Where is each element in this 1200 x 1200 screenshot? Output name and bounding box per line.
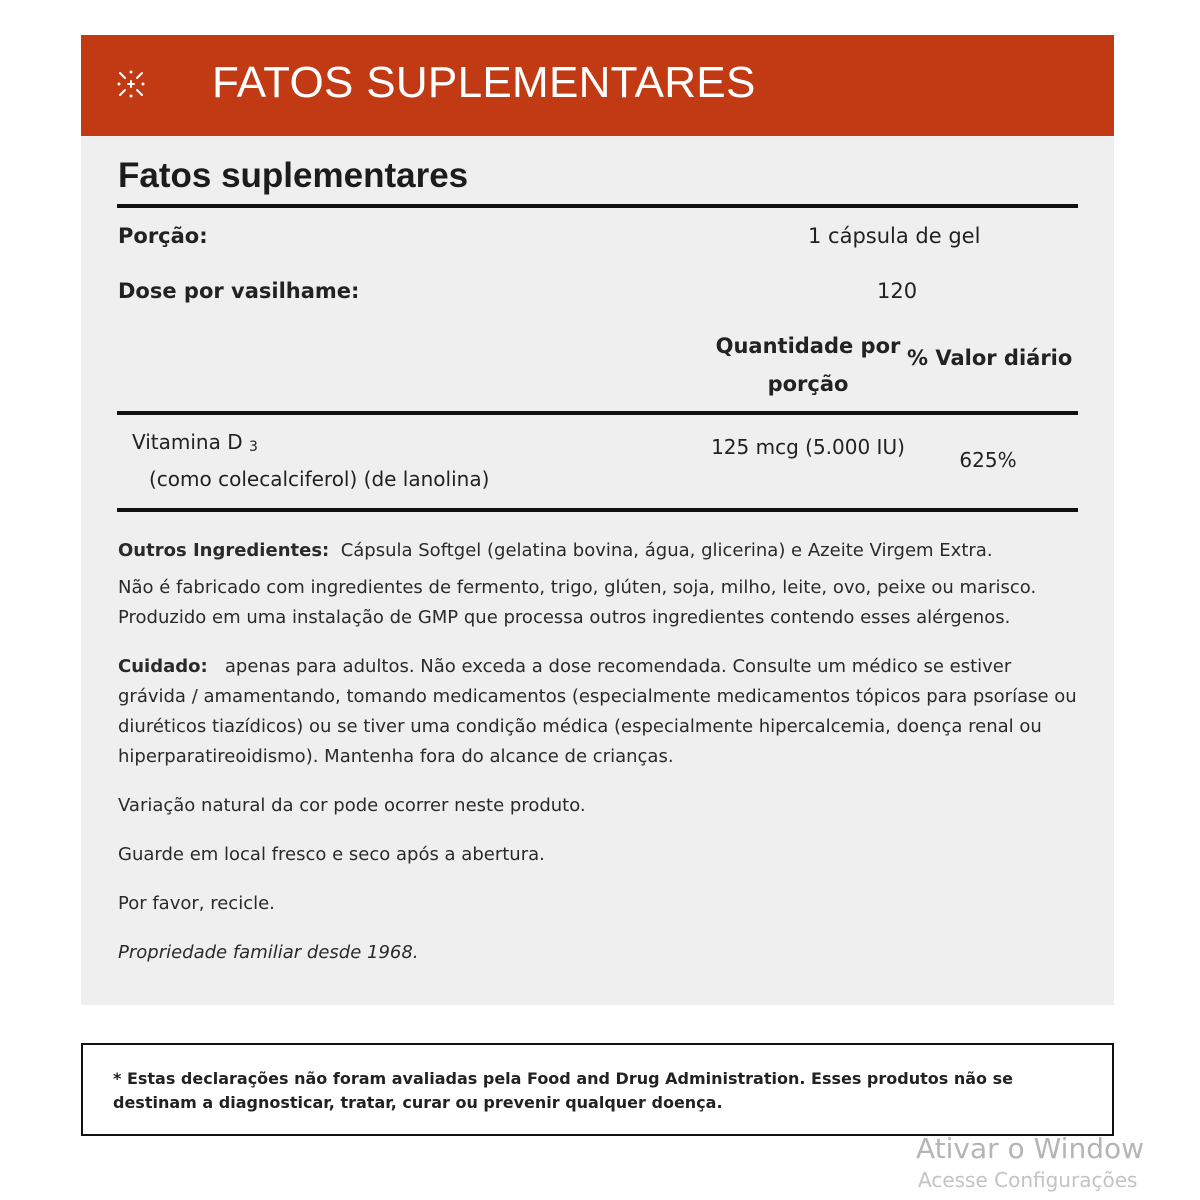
column-header-daily-value: % Valor diário (907, 346, 1073, 370)
allergen-statement: Não é fabricado com ingredientes de fermento, trigo, glúten, soja, milho, leite, ovo, peixe ou marisco. Produzido em uma instalação de GMP que processa outros ingredientes contendo esses alérgenos. (118, 577, 1037, 628)
fda-disclaimer-text: * Estas declarações não foram avaliadas pela Food and Drug Administration. Esses produtos não se destinam a diagnosticar, tratar, curar ou prevenir qualquer doença. (113, 1069, 1013, 1112)
banner-title: FATOS SUPLEMENTARES (212, 58, 756, 107)
color-variation-note: Variação natural da cor pode ocorrer neste produto. (118, 795, 586, 816)
sparkle-cross-icon (116, 69, 146, 99)
other-ingredients (118, 536, 1078, 566)
family-owned-note: Propriedade familiar desde 1968. (118, 942, 419, 963)
serving-size-label: Porção: (118, 224, 208, 248)
column-header-amount: Quantidade por porção (715, 334, 901, 396)
recycle-note: Por favor, recicle. (118, 893, 275, 914)
caution-label: Cuidado: (118, 656, 208, 677)
header-banner (81, 35, 1114, 136)
nutrient-source: (como colecalciferol) (de lanolina) (149, 467, 490, 491)
nutrient-name (132, 430, 258, 455)
supplement-facts-panel (81, 35, 1114, 1005)
activation-watermark: Ativar o Window (916, 1132, 1144, 1165)
fda-disclaimer-box (81, 1043, 1114, 1136)
divider-top (117, 204, 1078, 208)
nutrient-daily-value: 625% (959, 448, 1017, 472)
nutrient-amount: 125 mcg (5.000 IU) (711, 435, 905, 459)
servings-per-container-value: 120 (877, 279, 918, 303)
divider-header (117, 411, 1078, 415)
nutrient-name-subscript: 3 (248, 439, 258, 455)
divider-bottom (117, 508, 1078, 512)
nutrient-name-text: Vitamina D (132, 430, 243, 454)
caution-text: apenas para adultos. Não exceda a dose recomendada. Consulte um médico se estiver grávida / amamentando, tomando medicamentos (especialmente medicamentos tópicos para psoríase ou diuréticos tiazídicos) ou se tiver uma condição médica (especialmente hipercalcemia, doença renal ou hiperparatireoidismo). Mantenha fora do alcance de crianças. (118, 656, 1077, 767)
other-ingredients-text: Cápsula Softgel (gelatina bovina, água, glicerina) e Azeite Virgem Extra. (340, 540, 993, 561)
caution-statement (118, 652, 1078, 772)
serving-size-value: 1 cápsula de gel (808, 224, 981, 248)
servings-per-container-label: Dose por vasilhame: (118, 279, 360, 303)
facts-title: Fatos suplementares (118, 156, 469, 195)
activation-watermark-sub: Acesse Configurações (918, 1168, 1138, 1192)
other-ingredients-label: Outros Ingredientes: (118, 540, 330, 561)
storage-note: Guarde em local fresco e seco após a abertura. (118, 844, 545, 865)
